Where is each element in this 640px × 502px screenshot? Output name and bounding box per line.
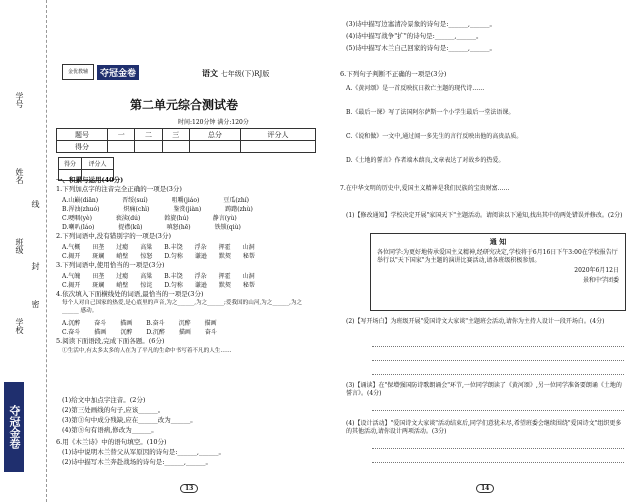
answer-line[interactable]: [372, 346, 624, 347]
option: D.匀称: [164, 253, 183, 260]
question-4: 4.依次填入下面横线处的词语,最恰当的一项是(3分): [56, 290, 204, 298]
option: 沉醉: [178, 320, 191, 327]
exam-meta: 时间:120分钟 满分:120分: [178, 119, 249, 126]
q5-sub: (1)给文中加点字注音。(2分): [62, 396, 146, 404]
answer-line[interactable]: [372, 448, 624, 449]
option: 高粱: [140, 273, 153, 280]
answer-line[interactable]: [372, 410, 624, 411]
score-cell[interactable]: [162, 141, 189, 153]
score-cell[interactable]: [108, 141, 135, 153]
option: 晋绥(suí): [122, 197, 148, 204]
option: 挥霍: [218, 273, 231, 280]
option: 秘帮: [242, 282, 255, 289]
option: 铁锁(qiù): [214, 224, 241, 231]
option: 默契: [218, 253, 231, 260]
seal-line-text: 线: [31, 200, 40, 208]
option: B.浑浊(zhuó): [62, 206, 100, 213]
option: 奋斗: [94, 320, 107, 327]
class-label: 班级: [15, 238, 24, 254]
score-cell: 得分: [57, 141, 108, 153]
option: B.丰饶: [164, 273, 183, 280]
option: C.哽咽(yè): [62, 215, 92, 222]
question-6: 6.用《木兰诗》中的语句填空。(10分): [56, 438, 167, 446]
option: 踌躇(zhù): [225, 206, 253, 213]
notice-body: 各位同学:为更好地传承爱国主义精神,经研究决定,学校将于6月16日下午3:00在学校报告厅举行以"天下国家"为主题的演讲比赛活动,请各班级积极参加。: [377, 249, 618, 264]
option: 奋斗: [204, 329, 217, 336]
activity-3: (3)【诵读】在"保增强国防诗歌朗诵会"环节,一位同学朗读了《黄河颂》,另一位同学准备要朗诵《土地的誓言》。(4分): [346, 382, 622, 397]
r-line: (4)诗中描写战争"扩"的诗句是:______,______。: [346, 32, 483, 40]
q6-sub: (1)诗中说明木兰替父从军原因的诗句是:______,______。: [62, 448, 225, 456]
option: 豆瓜(zhí): [223, 197, 249, 204]
question-1: 1.下列加点字的注音完全正确的一项是(3分): [56, 185, 182, 193]
page-number: 13: [180, 484, 198, 493]
answer-line[interactable]: [372, 374, 624, 375]
notice-date: 2020年6月12日: [574, 267, 619, 274]
section-heading: 一、积累与运用(40分): [56, 176, 124, 184]
q7-option: B.《最后一课》写了法国阿尔萨斯一个小学生最后一堂法语课。: [346, 109, 515, 116]
notice-org: 景和中学团委: [582, 277, 619, 284]
option: 高粱: [140, 244, 153, 251]
question-5: 5.阅读下面语段,完成下面各题。(6分): [56, 337, 165, 345]
score-head: 评分人: [240, 129, 315, 141]
option: 惊怒: [140, 253, 153, 260]
q1-options-row: [62, 195, 249, 204]
option: 鉴赏(jiàn): [173, 206, 202, 213]
brand-mark: 金优教辅: [62, 64, 94, 80]
option: 描画: [120, 320, 133, 327]
secret-text: 密: [31, 300, 40, 308]
option: A.气概: [62, 244, 81, 251]
q4-options-row: [62, 327, 217, 336]
option: 沉醉: [120, 329, 133, 336]
score-head: 总分: [189, 129, 240, 141]
option: D.沉醉: [146, 329, 165, 336]
option: 默契: [218, 282, 231, 289]
q7-option: C.《说和做》一文中,通过闻一多先生的言行反映出他的高贵品质。: [346, 133, 523, 140]
option: 谦逊: [194, 253, 207, 260]
exam-title: 第二单元综合测试卷: [129, 98, 238, 112]
option: 斑斓: [92, 282, 105, 289]
question-8: 7.在中华文明的历史中,爱国主义精神是我们民族的宝贵财富……: [340, 185, 510, 192]
r-line: (3)诗中描写边塞清冷景象的诗句是:______,______。: [346, 20, 496, 28]
student-id-label: 学号: [15, 92, 24, 108]
notice-title: 通 知: [489, 237, 507, 246]
subject: 语文: [202, 68, 218, 78]
q7-option: D.《土地的誓言》作者端木蕻良,文章表达了对故乡的热爱。: [346, 157, 505, 164]
activity-4: (4)【设计活动】"爱国诗文大家谈"活动结束后,同学们意犹未尽,希望班委会继续围绕"爱国诗文"组织更多的其他活动,请你设计两项活动。(3分): [346, 420, 622, 435]
brand-logo-vertical: 夺冠金卷: [4, 382, 24, 472]
option: 咀嚼(jiáo): [171, 197, 200, 204]
notice-box: [370, 233, 626, 311]
option: A.山巅(diān): [62, 197, 99, 204]
option: 谦逊: [194, 282, 207, 289]
option: 描画: [204, 320, 217, 327]
q1-options-row: [62, 213, 237, 222]
brand-logo: [62, 64, 152, 80]
option: 挥霍: [218, 244, 231, 251]
q3-options-row: [62, 280, 255, 289]
score-table: [56, 128, 316, 153]
seal-text: 封: [31, 262, 40, 270]
score-cell[interactable]: [189, 141, 240, 153]
option: 浮杂: [194, 244, 207, 251]
option: 山洞: [242, 273, 255, 280]
subject-header: [202, 68, 269, 79]
name-label: 姓名: [15, 168, 24, 184]
q3-options-row: [62, 271, 255, 280]
option: D.匀称: [164, 282, 183, 289]
option: B.奋斗: [146, 320, 165, 327]
option: 捉襟(kū): [118, 224, 143, 231]
binding-margin: [0, 0, 47, 502]
option: 亵渎(dú): [115, 215, 141, 222]
activity-1: (1)【修改通知】学校决定开展"家国天下"主题活动。请阅读以下通知,找出其中的两处错误并修改。(2分): [346, 212, 623, 219]
option: 嗔怒(hē): [166, 224, 191, 231]
option: 描画: [94, 329, 107, 336]
option: C.揭开: [62, 253, 81, 260]
q2-options-row: [62, 242, 255, 251]
q1-options-row: [62, 204, 253, 213]
option: 田垄: [92, 273, 105, 280]
grader-head: 得分: [59, 158, 82, 170]
grade: 七年级(下)RJ版: [220, 70, 270, 78]
question-2: 2.下列词语中,没有错别字的一项是(3分): [56, 232, 171, 240]
option: D.喇叭(láo): [62, 224, 95, 231]
option: 过瘾: [116, 244, 129, 251]
school-label: 学校: [15, 318, 24, 334]
score-head: 一: [108, 129, 135, 141]
option: 斑斓: [92, 253, 105, 260]
option: 田垄: [92, 244, 105, 251]
option: 炽痛(chì): [123, 206, 150, 213]
activity-2: (2)【写开场白】为班级开展"爱国诗文大家谈"主题班会活动,请你为主持人设计一段开场白。(4分): [346, 318, 605, 325]
option: A.沉醉: [62, 320, 81, 327]
score-head: 三: [162, 129, 189, 141]
score-head: 题号: [57, 129, 108, 141]
q4-options-row: [62, 318, 217, 327]
question-4-text: 每个人对自己国家的热爱,是心底里的声音,为之______,为之______;爱我国的山河,为之______,为之______ 感动。: [62, 300, 303, 314]
q5-sub: (3)第③句中成分残缺,应在______改为______。: [62, 416, 197, 424]
option: C.奋斗: [62, 329, 81, 336]
q5-sub: (4)第⑤句有语病,修改为______。: [62, 426, 158, 434]
option: 过瘾: [116, 273, 129, 280]
r-line: (5)诗中描写木兰自己回家的诗句是:______,______。: [346, 44, 496, 52]
option: 斡旋(hú): [164, 215, 189, 222]
option: C.揭开: [62, 282, 81, 289]
score-head: 二: [135, 129, 162, 141]
option: 秘帮: [242, 253, 255, 260]
q7-option: A.《黄河颂》是一首反映抗日救亡主题的现代诗……: [346, 85, 485, 92]
option: 山洞: [242, 244, 255, 251]
option: B.丰饶: [164, 244, 183, 251]
option: 静言(yù): [212, 215, 237, 222]
q5-sub: (2)第三处画线的句子,应该______。: [62, 406, 165, 414]
option: 峭壁: [116, 253, 129, 260]
score-cell[interactable]: [135, 141, 162, 153]
answer-line[interactable]: [372, 462, 624, 463]
option: 浮杂: [194, 273, 207, 280]
page-number: 14: [476, 484, 494, 493]
question-7: 6.下列句子判断不正确的一项是(3分): [340, 70, 447, 78]
question-3: 3.下列词语中,使用恰当的一项是(3分): [56, 261, 165, 269]
q2-options-row: [62, 251, 255, 260]
option: A.气魄: [62, 273, 81, 280]
option: 峭壁: [116, 282, 129, 289]
q6-sub: (2)诗中描写木兰奔赴战场的诗句是:______,______。: [62, 458, 212, 466]
q1-options-row: [62, 222, 241, 231]
option: 描画: [178, 329, 191, 336]
brand-name: 夺冠金卷: [97, 65, 139, 80]
option: 惊诧: [140, 282, 153, 289]
question-5-text: ①生活中,有太多太多的人在为了平凡的生命中书写着不凡的人生……: [62, 348, 232, 354]
answer-line[interactable]: [372, 360, 624, 361]
grader-head: 评分人: [81, 158, 113, 170]
score-cell[interactable]: [240, 141, 315, 153]
